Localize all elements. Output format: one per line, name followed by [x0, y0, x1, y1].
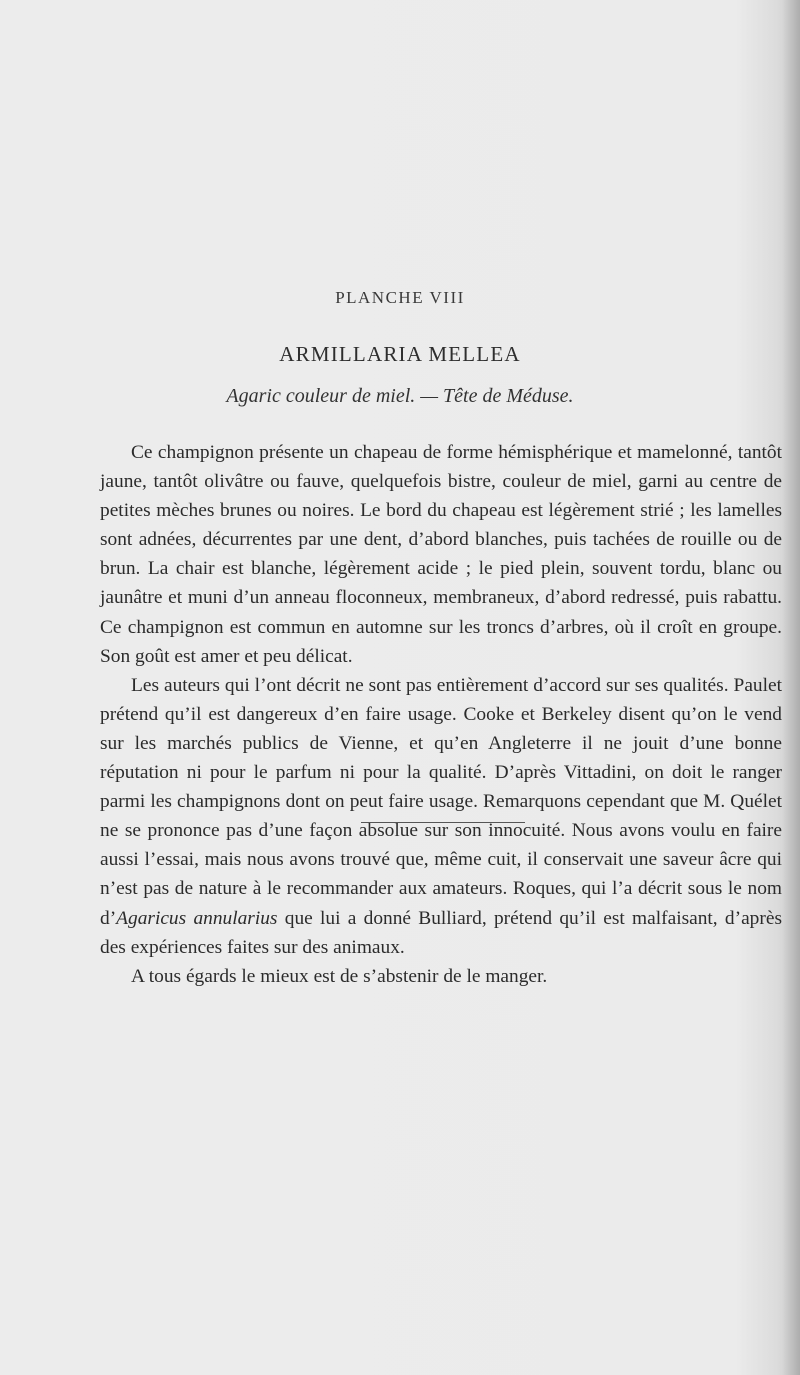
- species-common-names: Agaric couleur de miel. — Tête de Méduse.: [226, 385, 574, 407]
- italic-species-name: Agaricus annularius: [116, 907, 278, 929]
- description-paragraph: Ce champignon présente un chapeau de forme hémisphérique et mamelonné, tantôt jaune, tantôt olivâtre ou fauve, quelquefois bistre, couleur de miel, garni au centre de petites mèches brunes ou noires. Le bord du chapeau est légèrement strié ; les lamelles sont adnées, décurrentes par une dent, d’abord blanches, puis tachées de rouille ou de brun. La chair est blanche, légèrement acide ; le pied plein, souvent tordu, blanc ou jaunâtre et muni d’un anneau floconneux, membraneux, d’abord redressé, puis rabattu. Ce champignon est commun en automne sur les troncs d’arbres, où il croît en groupe. Son goût est amer et peu délicat.: [100, 442, 782, 667]
- species-scientific-name: ARMILLARIA MELLEA: [279, 342, 521, 366]
- description-paragraph: A tous égards le mieux est de s’abstenir de le manger.: [131, 965, 548, 987]
- paragraph-text: Les auteurs qui l’ont décrit ne sont pas entièrement d’accord sur ses qualités. Paulet prétend qu’il est dangereux d’en faire usage. Cooke et Berkeley disent qu’on le vend sur les marchés publics de Vienne, et qu’en Angleterre il ne jouit d’une bonne réputation ni pour le parfum ni pour la qualité. D’après Vittadini, on doit le ranger parmi les champignons dont on peut faire usage. Remarquons cependant que M. Quélet ne se prononce pas d’une façon absolue sur son innocuité. Nous avons voulu en faire aussi l’essai, mais nous avons trouvé que, même cuit, il conservait une saveur âcre qui n’est pas de nature à le recommander aux amateurs. Roques, qui l’a décrit sous le nom d’: [100, 674, 782, 929]
- plate-number-heading: PLANCHE VIII: [335, 288, 465, 307]
- paragraph-text: que lui a donné Bulliard, prétend qu’il est malfaisant, d’après des expériences faites sur des animaux.: [100, 907, 782, 958]
- page-edge-shadow: [782, 0, 800, 1375]
- description-body: [100, 438, 782, 991]
- closing-rule-divider: [361, 822, 525, 823]
- description-paragraph: [100, 671, 782, 962]
